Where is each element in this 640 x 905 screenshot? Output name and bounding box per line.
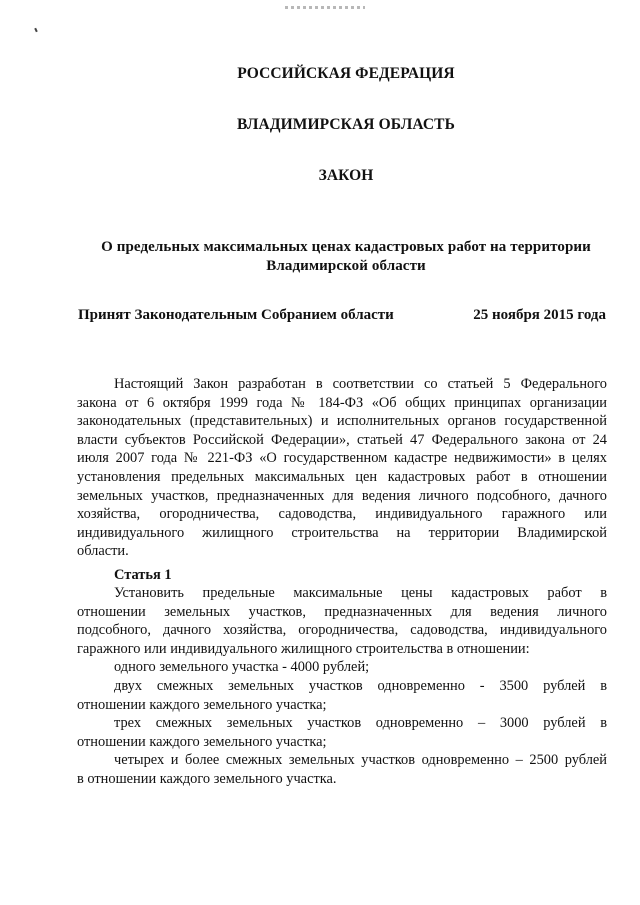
price-item: четырех и более смежных земельных участков одновременно – 2500 рублей [114,752,607,769]
text-line: власти субъектов Российской Федерации», статьей 47 Федерального закона от 24 [77,431,607,448]
text-line: подсобного, дачного хозяйства, огородничества, садоводства, индивидуального [77,622,607,639]
country-heading: РОССИЙСКАЯ ФЕДЕРАЦИЯ [237,65,455,82]
text-line: установления предельных максимальных цен кадастровых работ в отношении [77,468,607,485]
text-line: в отношении каждого земельного участка. [77,770,337,787]
text-line: земельных участков, предназначенных для ведения личного подсобного, дачного [77,487,607,504]
article-1-body [77,584,607,789]
text-line: отношении каждого земельного участка; [77,696,327,713]
text-line: отношении каждого земельного участка; [77,733,327,750]
law-title-line: Владимирской области [266,258,426,274]
price-item: двух смежных земельных участков одновременно - 3500 рублей в [114,677,607,694]
text-line: закона от 6 октября 1999 года № 184-ФЗ «Об общих принципах организации [77,394,607,411]
text-line: отношении земельных участков, предназначенных для ведения личного [77,603,607,620]
scan-artifact-dot [34,28,38,32]
adoption-date: 25 ноября 2015 года [473,307,606,323]
text-line: хозяйства, огородничества, садоводства, индивидуального гаражного или [77,506,607,523]
price-item: трех смежных земельных участков одновременно – 3000 рублей в [114,715,607,732]
price-item: одного земельного участка - 4000 рублей; [114,659,370,676]
document-type-heading: ЗАКОН [318,167,374,184]
text-line: июля 2007 года № 221-ФЗ «О государственном кадастре недвижимости» в целях [77,450,607,467]
scan-artifact [285,6,365,9]
text-line: гаражного или индивидуального жилищного строительства в отношении: [77,640,530,657]
law-title [26,238,640,276]
law-title-line: О предельных максимальных ценах кадастровых работ на территории [101,239,591,255]
text-line: законодательных (представительных) и исполнительных органов государственной [77,413,607,430]
region-heading: ВЛАДИМИРСКАЯ ОБЛАСТЬ [237,116,455,133]
text-line: Настоящий Закон разработан в соответствии со статьей 5 Федерального [114,376,607,392]
text-line: индивидуального жилищного строительства на территории Владимирской [77,524,607,541]
text-line: области. [77,543,129,560]
adopted-by: Принят Законодательным Собранием области [78,307,394,323]
article-1-title: Статья 1 [114,567,172,583]
preamble-paragraph [77,375,607,561]
text-line: Установить предельные максимальные цены кадастровых работ в [114,585,607,601]
